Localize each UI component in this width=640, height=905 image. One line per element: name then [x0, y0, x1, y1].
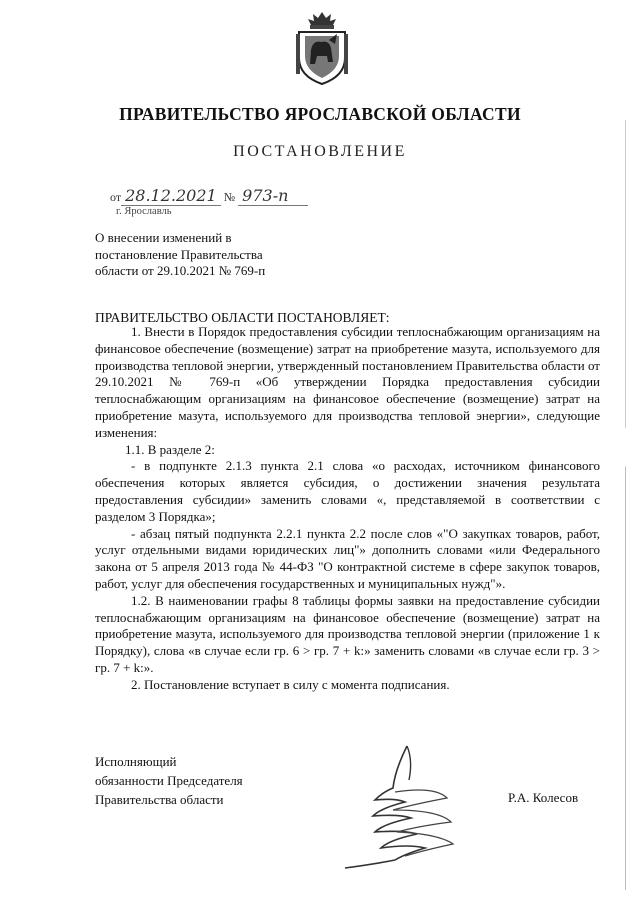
document-body	[95, 324, 600, 694]
paragraph-item-1-1-a: - в подпункте 2.1.3 пункта 2.1 слова «о расходах, источником финансового обеспечения которых является субсидия, о достижении значения результата предоставления субсидии» заменить словами «, представляемой в соответствии с разделом 3 Порядка»;	[95, 458, 600, 524]
date-from-label: от	[110, 190, 122, 204]
scan-edge-line	[625, 120, 626, 890]
signer-name: Р.А. Колесов	[508, 790, 579, 805]
number-label: №	[223, 190, 236, 204]
signatory-position-line: обязанности Председателя	[95, 773, 243, 788]
subject-line: области от 29.10.2021 № 769-п	[95, 263, 266, 278]
document-date: 28.12.2021	[121, 186, 221, 206]
government-title: ПРАВИТЕЛЬСТВО ЯРОСЛАВСКОЙ ОБЛАСТИ	[119, 104, 521, 124]
resolves-heading: ПРАВИТЕЛЬСТВО ОБЛАСТИ ПОСТАНОВЛЯЕТ:	[95, 310, 390, 325]
signatory-position-line: Исполняющий	[95, 754, 177, 769]
document-number: 973-п	[238, 186, 308, 206]
signatory-position	[95, 752, 243, 809]
paragraph-item-2: 2. Постановление вступает в силу с момента подписания.	[131, 676, 450, 692]
subject-line: О внесении изменений в	[95, 230, 232, 245]
paragraph-item-1-1: 1.1. В разделе 2:	[125, 441, 215, 457]
document-subject	[95, 230, 315, 280]
city: г. Ярославль	[116, 206, 172, 217]
document-kind: ПОСТАНОВЛЕНИЕ	[233, 143, 407, 160]
paragraph-item-1-2: 1.2. В наименовании графы 8 таблицы формы заявки на предоставление субсидии теплоснабжающим организациям на финансовое обеспечение (возмещение) затрат на приобретение мазута, используемого для производства тепловой энергии (приложение 1 к Порядку), слова «в случае если гр. 6 > гр. 7 + k:» заменить словами «в случае если гр. 3 > гр. 7 + k:».	[95, 592, 600, 675]
paragraph-item-1: 1. Внести в Порядок предоставления субсидии теплоснабжающим организациям на финансовое обеспечение (возмещение) затрат на приобретение мазута, используемого для производства тепловой энергии, утвержденный постановлением Правительства области от 29.10.2021 № 769-п «Об утверждении Порядка предоставления субсидии теплоснабжающим организациям на финансовое обеспечение (возмещение) затрат на приобретение мазута, используемого для производства тепловой энергии», следующие изменения:	[95, 324, 600, 440]
subject-line: постановление Правительства	[95, 246, 263, 262]
signatory-position-line: Правительства области	[95, 792, 224, 807]
registration-line	[110, 186, 308, 206]
handwritten-signature	[335, 740, 485, 875]
paragraph-item-1-1-b: - абзац пятый подпункта 2.2.1 пункта 2.2 после слов «"О закупках товаров, работ, услуг отдельными видами юридических лиц"» дополнить словами «или Федерального закона от 5 апреля 2013 года № 44-ФЗ "О контрактной системе в сфере закупок товаров, работ, услуг для обеспечения государственных и муниципальных нужд"».	[95, 525, 600, 591]
coat-of-arms-emblem	[293, 10, 351, 86]
